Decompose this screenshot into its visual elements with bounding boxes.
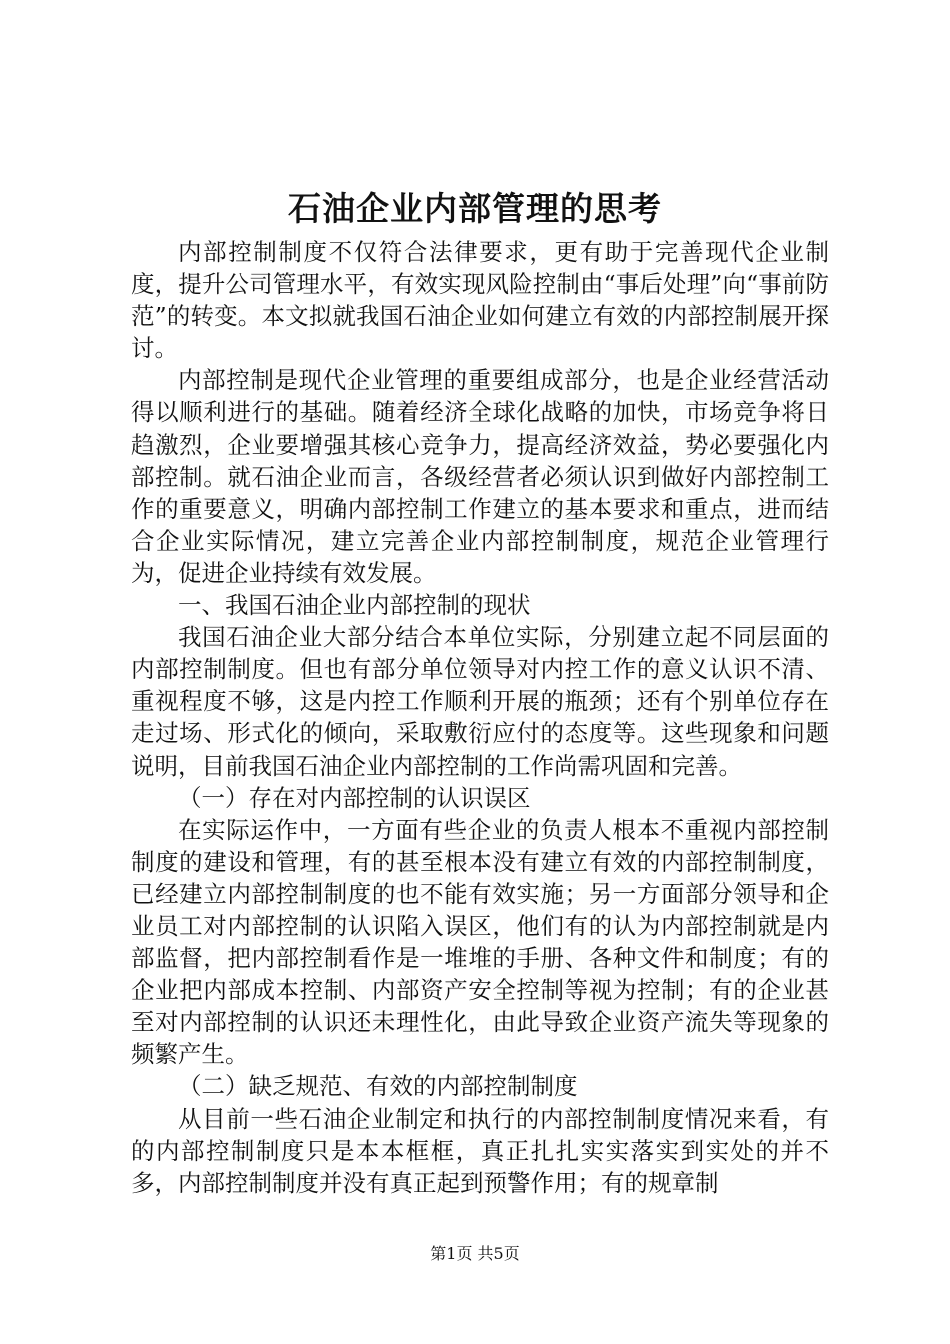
intro-paragraph: 内部控制制度不仅符合法律要求，更有助于完善现代企业制度，提升公司管理水平，有效实现风险控制由“事后处理”向“事前防范”的转变。本文拟就我国石油企业如何建立有效的内部控制展开探讨。 [131, 238, 829, 363]
page-footer: 第1页 共5页 [430, 1244, 520, 1263]
body-paragraph: 内部控制是现代企业管理的重要组成部分，也是企业经营活动得以顺利进行的基础。随着经济全球化战略的加快，市场竞争将日趋激烈，企业要增强其核心竞争力，提高经济效益，势必要强化内部控制。就石油企业而言，各级经营者必须认识到做好内部控制工作的重要意义，明确内部控制工作建立的基本要求和重点，进而结合企业实际情况，建立完善企业内部控制制度，规范企业管理行为，促进企业持续有效发展。 [131, 366, 829, 587]
section-heading: 一、我国石油企业内部控制的现状 [178, 591, 531, 620]
document-title: 石油企业内部管理的思考 [288, 189, 662, 228]
document-body [131, 236, 829, 1199]
body-paragraph: 在实际运作中，一方面有些企业的负责人根本不重视内部控制制度的建设和管理，有的甚至根本没有建立有效的内部控制制度，已经建立内部控制制度的也不能有效实施；另一方面部分领导和企业员工对内部控制的认识陷入误区，他们有的认为内部控制就是内部监督，把内部控制看作是一堆堆的手册、各种文件和制度；有的企业把内部成本控制、内部资产安全控制等视为控制；有的企业甚至对内部控制的认识还未理性化，由此导致企业资产流失等现象的频繁产生。 [131, 815, 829, 1069]
subsection-heading: （一）存在对内部控制的认识误区 [178, 783, 531, 812]
subsection-heading: （二）缺乏规范、有效的内部控制制度 [178, 1072, 578, 1101]
body-paragraph: 我国石油企业大部分结合本单位实际，分别建立起不同层面的内部控制制度。但也有部分单位领导对内控工作的意义认识不清、重视程度不够，这是内控工作顺利开展的瓶颈；还有个别单位存在走过场、形式化的倾向，采取敷衍应付的态度等。这些现象和问题说明，目前我国石油企业内部控制的工作尚需巩固和完善。 [131, 623, 829, 780]
body-paragraph: 从目前一些石油企业制定和执行的内部控制制度情况来看，有的内部控制制度只是本本框框，真正扎扎实实落实到实处的并不多，内部控制制度并没有真正起到预警作用；有的规章制 [131, 1104, 829, 1197]
